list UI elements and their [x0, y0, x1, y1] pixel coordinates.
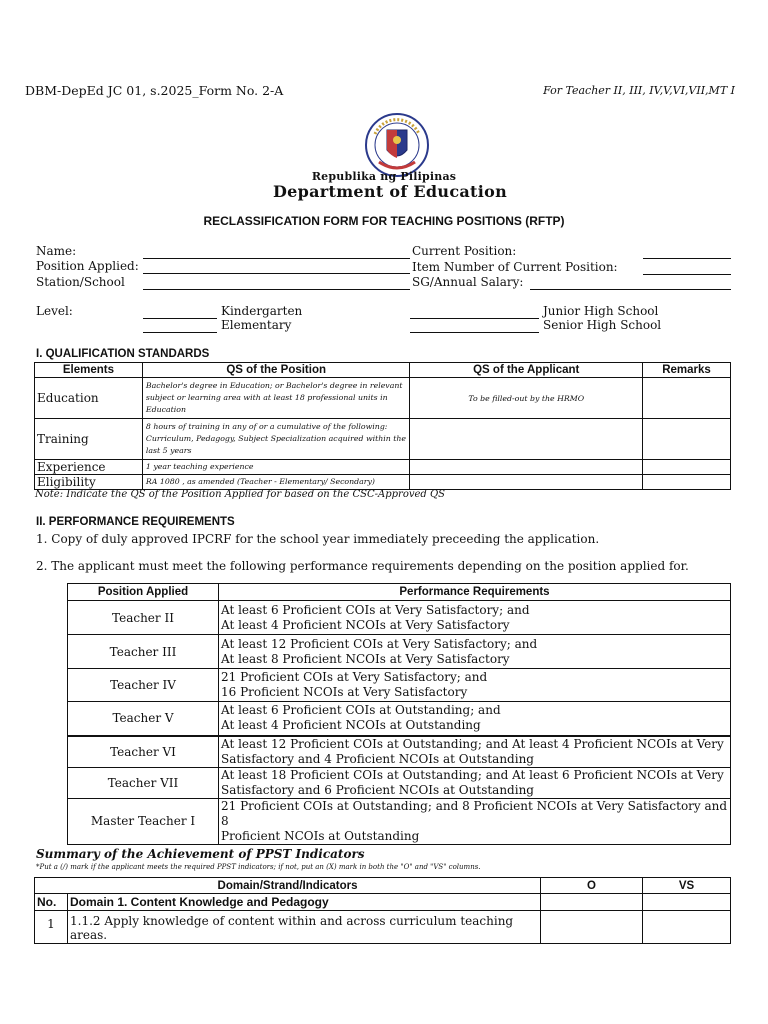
qs-training: 8 hours of training in any of or a cumulative of the following: Curriculum, Pedagogy, Subject Specialization acquired within the last 5 years: [142, 419, 410, 460]
indicator-1-1-2: 1.1.2 Apply knowledge of content within and across curriculum teaching areas.: [68, 911, 541, 944]
qualification-table: [34, 362, 731, 490]
indicator-1-1-2-vs[interactable]: [643, 911, 731, 944]
domain-1-title: Domain 1. Content Knowledge and Pedagogy: [68, 894, 541, 911]
position-teacher-ii: Teacher II: [68, 601, 219, 635]
sg-salary-label: SG/Annual Salary:: [412, 275, 524, 289]
req-line: At least 8 Proficient NCOIs at Very Satisfactory: [221, 651, 510, 666]
req-line: 16 Proficient NCOIs at Very Satisfactory: [221, 685, 468, 699]
element-eligibility: Eligibility: [35, 475, 143, 490]
qs-eligibility: RA 1080 , as amended (Teacher - Elementary/ Secondary): [142, 475, 410, 490]
element-training: Training: [35, 419, 143, 460]
item-number-label: Item Number of Current Position:: [412, 260, 618, 274]
req-line: Proficient NCOIs at Outstanding: [221, 828, 420, 843]
position-applied-label: Position Applied:: [36, 259, 139, 273]
requirement-teacher-v: [219, 702, 731, 736]
senior-high-label: Senior High School: [543, 318, 662, 332]
req-line: At least 6 Proficient COIs at Very Satisfactory; and: [221, 602, 530, 617]
position-teacher-iv: Teacher IV: [68, 669, 219, 702]
remarks-eligibility[interactable]: [643, 475, 731, 490]
req-line: 21 Proficient COIs at Very Satisfactory; and: [221, 670, 488, 684]
position-applied-field[interactable]: [143, 273, 410, 274]
performance-table: [67, 583, 731, 845]
remarks-training[interactable]: [643, 419, 731, 460]
col-qs-position: QS of the Position: [142, 363, 410, 378]
ppst-table: [34, 877, 731, 944]
applicant-eligibility[interactable]: [410, 475, 643, 490]
item-number-field[interactable]: [643, 274, 731, 275]
station-school-label: Station/School: [36, 275, 125, 289]
qs-experience: 1 year teaching experience: [142, 460, 410, 475]
req-line: At least 6 Proficient COIs at Outstanding; and: [221, 703, 501, 718]
junior-high-checkline[interactable]: [410, 318, 539, 319]
republika-ng-pilipinas: Republika ng Pilipinas: [311, 170, 457, 183]
qs-education: Bachelor's degree in Education; or Bachelor's degree in relevant subject or learning area with at least 18 professional units in Education: [142, 378, 410, 419]
element-education: Education: [35, 378, 143, 419]
req-line: At least 18 Proficient COIs at Outstanding; and At least 6 Proficient NCOIs at Very: [221, 767, 724, 782]
remarks-experience[interactable]: [643, 460, 731, 475]
elementary-checkline[interactable]: [143, 332, 217, 333]
element-experience: Experience: [35, 460, 143, 475]
req-line: At least 12 Proficient COIs at Outstanding; and At least 4 Proficient NCOIs at Very: [221, 736, 724, 751]
department-name: Department of Education: [272, 182, 508, 201]
kindergarten-label: Kindergarten: [221, 304, 303, 318]
applicant-education[interactable]: To be filled-out by the HRMO: [410, 378, 643, 419]
current-position-field[interactable]: [643, 258, 731, 259]
sg-salary-field[interactable]: [530, 289, 731, 290]
no-header: No.: [35, 894, 68, 911]
ppst-summary-note: *Put a (/) mark if the applicant meets the required PPST indicators; if not, put an (X) mark in both the "O" and "VS" columns.: [36, 863, 481, 871]
col-qs-applicant: QS of the Applicant: [410, 363, 643, 378]
current-position-label: Current Position:: [412, 244, 517, 258]
performance-item-2: 2. The applicant must meet the following performance requirements depending on the position applied for.: [36, 559, 689, 573]
req-line: Satisfactory and 6 Proficient NCOIs at Outstanding: [221, 782, 534, 797]
requirement-teacher-vii: [219, 767, 731, 798]
col-vs: VS: [643, 878, 731, 894]
applicant-training[interactable]: [410, 419, 643, 460]
requirement-teacher-vi: [219, 736, 731, 768]
req-line: At least 4 Proficient NCOIs at Very Satisfactory: [221, 617, 510, 632]
col-remarks: Remarks: [643, 363, 731, 378]
req-line: At least 4 Proficient NCOIs at Outstanding: [221, 718, 481, 733]
level-label: Level:: [36, 304, 73, 318]
position-teacher-vii: Teacher VII: [68, 767, 219, 798]
requirement-teacher-iv: [219, 669, 731, 702]
requirement-master-teacher-i: [219, 798, 731, 844]
domain-1-vs: [643, 894, 731, 911]
col-position-applied: Position Applied: [68, 584, 219, 601]
row-number: 1: [35, 911, 68, 944]
position-teacher-v: Teacher V: [68, 702, 219, 736]
applicable-positions-note: For Teacher II, III, IV,V,VI,VII,MT I: [543, 84, 735, 97]
name-label: Name:: [36, 244, 77, 258]
requirement-teacher-iii: [219, 635, 731, 669]
form-title: RECLASSIFICATION FORM FOR TEACHING POSITIONS (RFTP): [203, 214, 565, 228]
req-line: Satisfactory and 4 Proficient NCOIs at Outstanding: [221, 751, 534, 766]
position-master-teacher-i: Master Teacher I: [68, 798, 219, 844]
senior-high-checkline[interactable]: [410, 332, 539, 333]
col-performance-requirements: Performance Requirements: [219, 584, 731, 601]
form-number: DBM-DepEd JC 01, s.2025_Form No. 2-A: [25, 83, 284, 98]
position-teacher-vi: Teacher VI: [68, 736, 219, 768]
junior-high-label: Junior High School: [543, 304, 659, 318]
ppst-summary-title: Summary of the Achievement of PPST Indicators: [36, 847, 365, 861]
col-domain-strand-indicators: Domain/Strand/Indicators: [35, 878, 541, 894]
station-school-field[interactable]: [143, 289, 410, 290]
domain-1-o: [541, 894, 643, 911]
position-teacher-iii: Teacher III: [68, 635, 219, 669]
req-line: At least 12 Proficient COIs at Very Satisfactory; and: [221, 636, 538, 651]
name-field[interactable]: [143, 258, 410, 259]
performance-requirements-heading: II. PERFORMANCE REQUIREMENTS: [36, 516, 235, 528]
performance-item-1: 1. Copy of duly approved IPCRF for the school year immediately preceeding the application.: [36, 532, 600, 546]
elementary-label: Elementary: [221, 318, 292, 332]
remarks-education[interactable]: [643, 378, 731, 419]
qualification-standards-heading: I. QUALIFICATION STANDARDS: [36, 348, 210, 360]
indicator-1-1-2-o[interactable]: [541, 911, 643, 944]
col-elements: Elements: [35, 363, 143, 378]
requirement-teacher-ii: [219, 601, 731, 635]
req-line: 21 Proficient COIs at Outstanding; and 8 Proficient NCOIs at Very Satisfactory and 8: [221, 798, 728, 828]
qs-note: Note: Indicate the QS of the Position Applied for based on the CSC-Approved QS: [35, 489, 446, 500]
col-o: O: [541, 878, 643, 894]
applicant-experience[interactable]: [410, 460, 643, 475]
kindergarten-checkline[interactable]: [143, 318, 217, 319]
